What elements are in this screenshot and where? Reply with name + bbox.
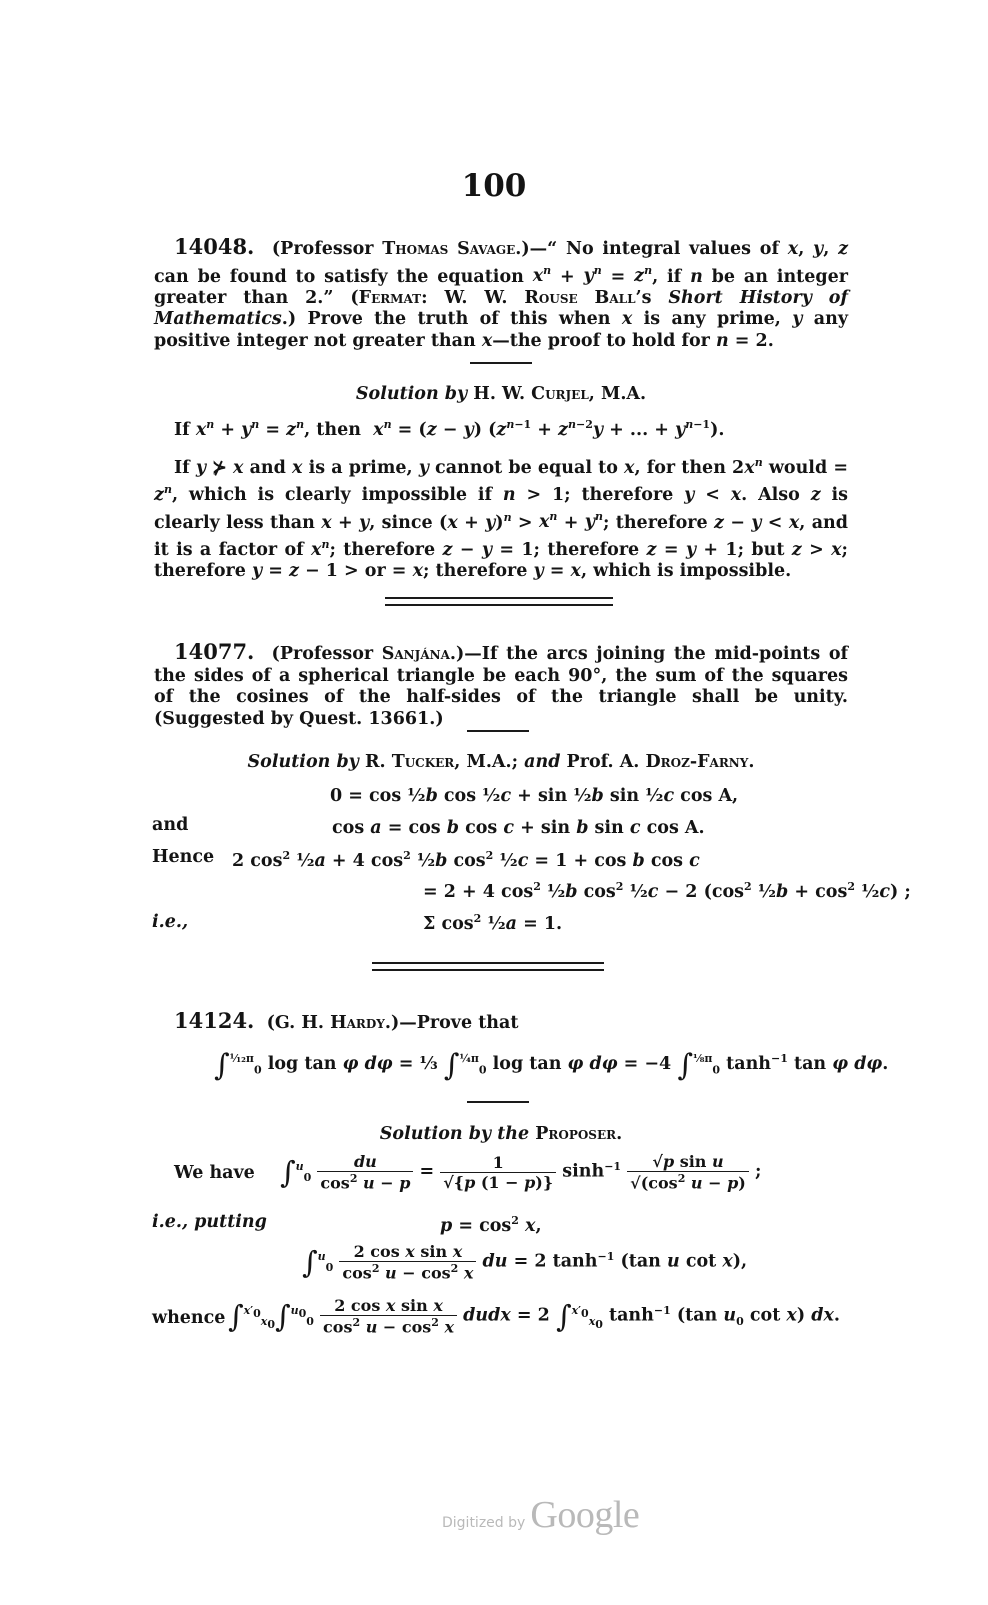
short-rule bbox=[467, 1101, 529, 1103]
question-14077 bbox=[154, 641, 848, 730]
question-number: 14077. bbox=[174, 639, 255, 664]
and-label: and bbox=[152, 815, 189, 835]
equation-line: 0 = cos ½b cos ½c + sin ½b sin ½c cos A, bbox=[330, 786, 739, 806]
question-14124 bbox=[174, 1008, 518, 1033]
solution-paragraph: If y ⊁ x and x is a prime, y cannot be equal to x, for then $2x^n$ would = $z^n$, which is clearly impossible if n > 1; therefore y < x. Also z is clearly less than x + y, since $(x + y)^n > x^n + y^n$; therefore z − y < x, and it is a factor of $x^n$; therefore z − y = 1; therefore z = y + 1; but z > x; therefore y = z − 1 > or = x; therefore y = x, which is impossible. bbox=[154, 456, 849, 582]
digitized-label: Digitized by bbox=[442, 1515, 526, 1531]
equation-line: $p = \cos^2 x$, bbox=[440, 1214, 542, 1236]
putting-label: i.e., putting bbox=[152, 1212, 267, 1232]
equation-line: ∫$^{^1⁄_{12}\pi}_0$ log tan φ dφ = ⅓ ∫$^{\frac{1}{4}\pi}_0$ log tan φ dφ = −4 ∫$^{\frac{1}{8}\pi}_0$ $\tanh^{-1} \tan \varphi$ dφ. bbox=[214, 1048, 889, 1083]
short-rule bbox=[470, 362, 532, 364]
equation-line: If $x^n + y^n = z^n$, then $x^n = (z - y) (z^{n-1} + z^{n-2}y$ + ... + $y^{n-1}$). bbox=[174, 418, 725, 440]
whence-label: whence bbox=[152, 1308, 226, 1328]
double-rule bbox=[385, 597, 613, 606]
double-rule bbox=[372, 962, 604, 971]
hence-label: Hence bbox=[152, 847, 215, 867]
equation-line: = 2 + 4 $\cos^2$ ½b $\cos^2$ ½c − 2 ($\cos^2$ ½b + $\cos^2$ ½c) ; bbox=[423, 880, 911, 902]
solution-heading: Solution by H. W. Curjel, M.A. bbox=[355, 384, 647, 404]
solution-heading: Solution by the Proposer. bbox=[379, 1124, 623, 1144]
question-14048 bbox=[154, 236, 848, 352]
equation-line: cos a = cos b cos c + sin b sin c cos A. bbox=[332, 818, 705, 838]
solution-heading: Solution by R. Tucker, M.A.; and Prof. A. Droz-Farny. bbox=[247, 752, 755, 772]
google-logo: Google bbox=[530, 1494, 640, 1536]
equation-line: 2 $\cos^2$ ½a + 4 $\cos^2$ ½b $\cos^2$ ½c = 1 + cos b cos c bbox=[232, 849, 700, 871]
equation-line: ∫$^u_0$ $\frac{du}{\cos^2 u - p}$ = $\frac{1}{√\{p (1 - p)\}}$ $\sinh^{-1}$ $\frac{\text{√p sin u}}{√(\cos^2 u - p)}$ ; bbox=[280, 1152, 762, 1193]
equation-line: Σ $\cos^2$ ½a = 1. bbox=[423, 912, 563, 934]
question-text: (G. H. Hardy.)—Prove that bbox=[266, 1013, 519, 1033]
question-text: (Professor Sanjána.)—If the arcs joining the mid-points of the sides of a spherical triangle be each 90°, the sum of the squares of the cosines of the half-sides of the triangle shall be unity. (Suggested by Quest. 13661.) bbox=[154, 644, 849, 729]
short-rule bbox=[467, 730, 529, 732]
ie-label: i.e., bbox=[152, 912, 189, 932]
page-number: 100 bbox=[461, 168, 527, 204]
question-text: (Professor Thomas Savage.)—“ No integral values of x, y, z can be found to satisfy the equation $x^n + y^n = z^n$, if n be an integer greater than 2.” (Fermat: W. W. Rouse Ball’s Short History of Mathematics.) Prove the truth of this when x is any prime, y any positive integer not greater than x—the proof to hold for n = 2. bbox=[154, 239, 849, 351]
question-number: 14048. bbox=[174, 234, 255, 259]
equation-line: ∫$^u_0$ $\frac{\text{2 cos x sin x}}{\cos^2 u - \cos^2 x}$ du = 2 $\tanh^{-1} (\tan$ u cot x), bbox=[302, 1242, 748, 1283]
digitized-watermark bbox=[442, 1493, 639, 1537]
we-have-label: We have bbox=[174, 1163, 255, 1183]
equation-line: ∫$^{x'_0}_{x_0}$∫$^{u_0}_0$ $\frac{\text{2 cos x sin x}}{\cos^2 u - \cos^2 x}$ dudx = 2 ∫$^{x'_0}_{x_0}$ $\tanh^{-1} (\tan$ $u_0$ cot x) dx. bbox=[228, 1296, 840, 1337]
question-number: 14124. bbox=[174, 1008, 255, 1033]
